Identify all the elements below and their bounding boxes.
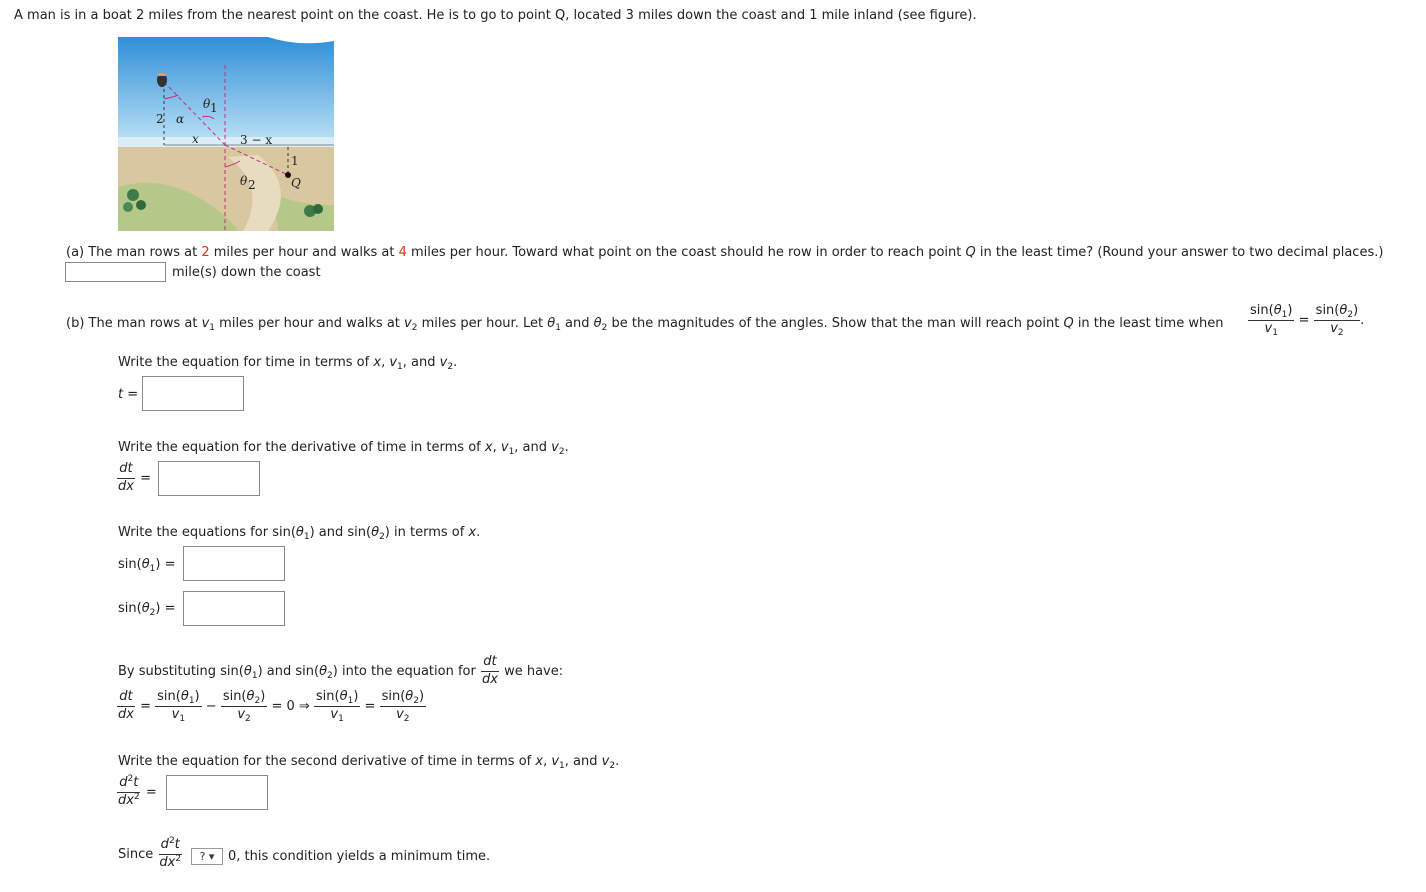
- sin-theta2-label: $\sin(\theta_2)$ =: [118, 601, 176, 618]
- d2t-dx2-label: $\frac{d^2t}{dx^2}$ =: [118, 774, 157, 808]
- boat-icon: [157, 73, 167, 87]
- step-substitution-prompt: By substituting $\sin(\theta_1)$ and $\sin(\theta_2)$ into the equation for $\frac{dt}{dx}$ we have:: [118, 654, 564, 687]
- part-a-question: (a) The man rows at 2 miles per hour and walks at 4 miles per hour. Toward what point on the coast should he row in order to reach point Q in the least time? (Round your answer to two decimal places.): [66, 245, 1384, 260]
- second-derivative-input[interactable]: [166, 775, 268, 810]
- substitution-result: $\frac{dt}{dx}$ = $\frac{\sin(\theta_1)}{v_1}$ − $\frac{\sin(\theta_2)}{v_2}$ = 0 ⇒ $\frac{\sin(\theta_1)}{v_1}$ = $\frac{\sin(\theta_2)}{v_2}$: [118, 689, 425, 724]
- time-equation-input[interactable]: [142, 376, 244, 411]
- bush-left-2: [136, 200, 146, 210]
- bush-right-2: [313, 204, 323, 214]
- derivative-input[interactable]: [158, 461, 260, 496]
- boat-coast-figure: [118, 37, 334, 231]
- since-statement: Since $\frac{d^2t}{dx^2}$: [118, 836, 182, 870]
- since-tail: 0, this condition yields a minimum time.: [228, 849, 491, 864]
- condition-equation: $\frac{\sin(\theta_1)}{v_1}$ = $\frac{\sin(\theta_2)}{v_2}$ .: [1250, 303, 1365, 338]
- part-b-question: (b) The man rows at $v_1$ miles per hour and walks at $v_2$ miles per hour. Let $\theta_1$ and $\theta_2$ be the magnitudes of the angles. Show that the man will reach point Q in the least time when: [66, 316, 1224, 333]
- comparison-select[interactable]: ? ▾: [191, 848, 223, 865]
- answer-a-unit: mile(s) down the coast: [172, 265, 321, 280]
- svg-text:2: 2: [156, 112, 164, 126]
- problem-intro: A man is in a boat 2 miles from the nearest point on the coast. He is to go to point Q, located 3 miles down the coast and 1 mile inland (see figure).: [14, 8, 977, 23]
- t-label: t =: [118, 387, 139, 402]
- svg-text:θ: θ: [203, 97, 211, 111]
- svg-text:3 − x: 3 − x: [240, 133, 273, 147]
- svg-text:α: α: [176, 112, 185, 126]
- step-sin-prompt: Write the equations for $\sin(\theta_1)$ and $\sin(\theta_2)$ in terms of x.: [118, 525, 481, 542]
- sin-theta2-input[interactable]: [183, 591, 285, 626]
- svg-text:x: x: [192, 132, 199, 146]
- step-derivative-prompt: Write the equation for the derivative of time in terms of x, $v_1$, and $v_2$.: [118, 440, 569, 457]
- dt-dx-label: $\frac{dt}{dx}$ =: [118, 461, 151, 494]
- svg-text:Q: Q: [291, 176, 301, 190]
- bush-left-3: [123, 202, 133, 212]
- sin-theta1-label: $\sin(\theta_1)$ =: [118, 557, 176, 574]
- step-second-derivative-prompt: Write the equation for the second derivative of time in terms of x, $v_1$, and $v_2$.: [118, 754, 620, 771]
- bush-left: [127, 189, 139, 201]
- sin-theta1-input[interactable]: [183, 546, 285, 581]
- svg-text:1: 1: [291, 154, 299, 168]
- svg-text:1: 1: [210, 101, 218, 115]
- water-area: [118, 37, 334, 145]
- svg-text:θ: θ: [240, 174, 248, 188]
- svg-text:2: 2: [248, 178, 256, 192]
- answer-a-input[interactable]: [65, 262, 166, 282]
- step-time-prompt: Write the equation for time in terms of x, $v_1$, and $v_2$.: [118, 355, 458, 372]
